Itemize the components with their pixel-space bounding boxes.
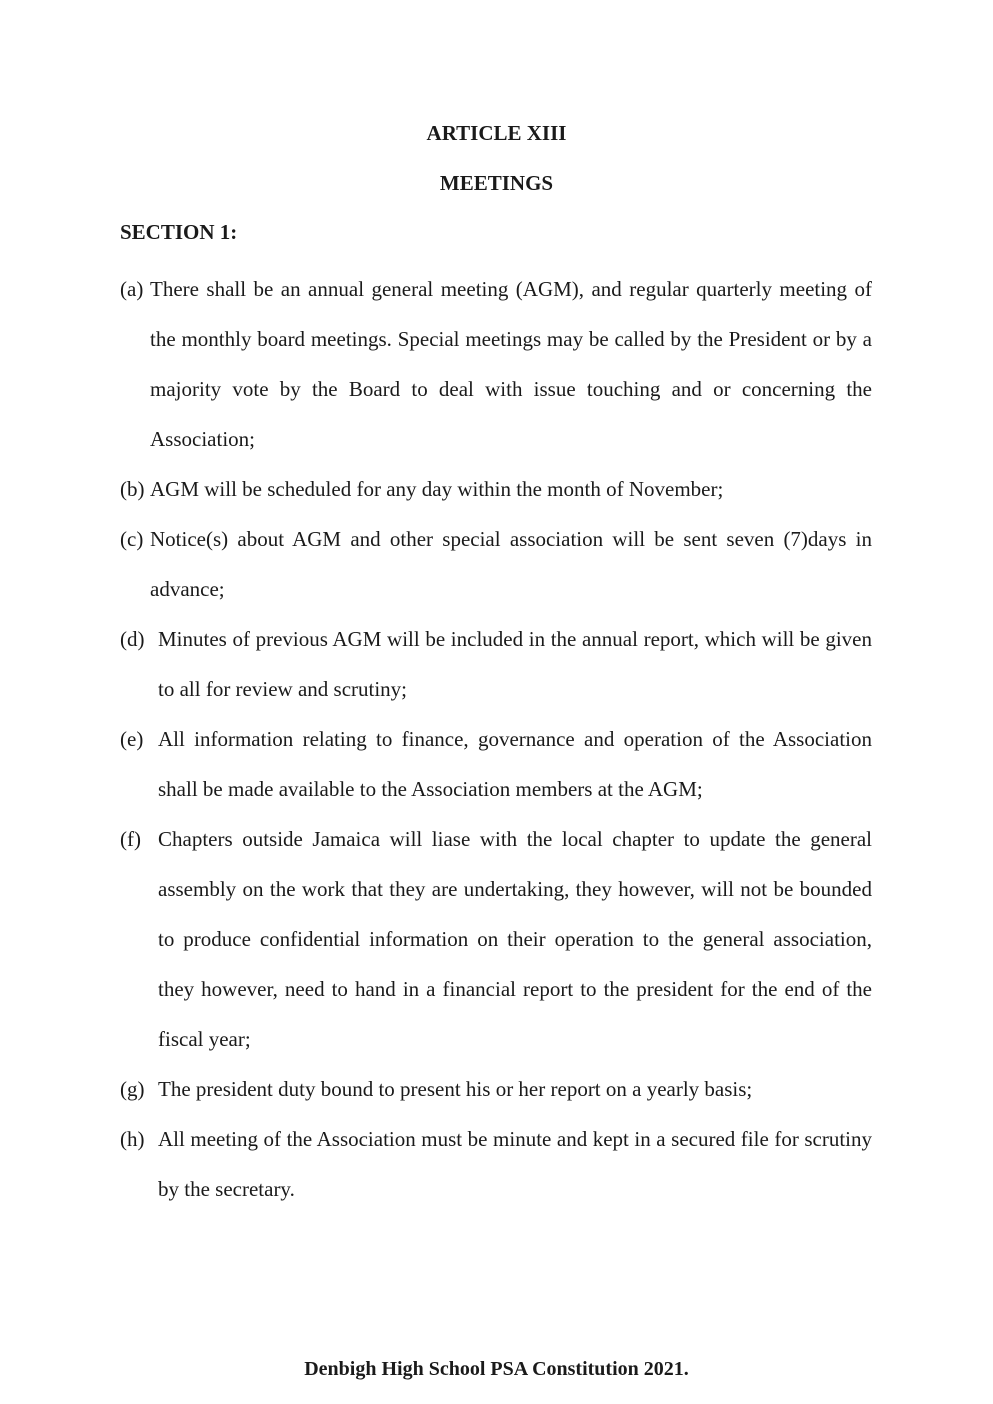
list-item-d (120, 614, 872, 714)
meeting-rules-list (120, 264, 872, 1214)
list-marker: (g) (120, 1077, 145, 1101)
list-item-e (120, 714, 872, 814)
list-item-text: AGM will be scheduled for any day within the month of November; (150, 477, 724, 501)
list-item-a (120, 264, 872, 464)
list-item-f (120, 814, 872, 1064)
list-item-text: All information relating to finance, governance and operation of the Association shall be made available to the Association members at the AGM; (158, 727, 872, 801)
list-item-h (120, 1114, 872, 1214)
list-marker: (b) (120, 477, 145, 501)
list-item-text: The president duty bound to present his or her report on a yearly basis; (158, 1077, 753, 1101)
list-item-c (120, 514, 872, 614)
article-title: ARTICLE XIII (426, 121, 567, 145)
list-item-text: Notice(s) about AGM and other special association will be sent seven (7)days in advance; (150, 527, 872, 601)
list-marker: (f) (120, 827, 141, 851)
list-marker: (h) (120, 1127, 145, 1151)
list-marker: (c) (120, 527, 144, 551)
page-footer: Denbigh High School PSA Constitution 2021. (304, 1358, 689, 1380)
list-item-text: Minutes of previous AGM will be included in the annual report, which will be given to all for review and scrutiny; (158, 627, 872, 701)
list-item-text: All meeting of the Association must be minute and kept in a secured file for scrutiny by the secretary. (158, 1127, 872, 1201)
list-item-b (120, 464, 872, 514)
section-title: SECTION 1: (120, 220, 238, 244)
article-subtitle: MEETINGS (439, 171, 554, 195)
list-item-text: There shall be an annual general meeting (AGM), and regular quarterly meeting of the monthly board meetings. Special meetings may be called by the President or by a majority vote by the Board to deal with issue touching and or concerning the Association; (150, 277, 872, 451)
list-marker: (a) (120, 277, 144, 301)
list-item-text: Chapters outside Jamaica will liase with the local chapter to update the general assembly on the work that they are undertaking, they however, will not be bounded to produce confidential information on their operation to the general association, they however, need to hand in a financial report to the president for the end of the fiscal year; (158, 827, 872, 1051)
list-marker: (d) (120, 627, 145, 651)
list-marker: (e) (120, 727, 144, 751)
list-item-g (120, 1064, 872, 1114)
